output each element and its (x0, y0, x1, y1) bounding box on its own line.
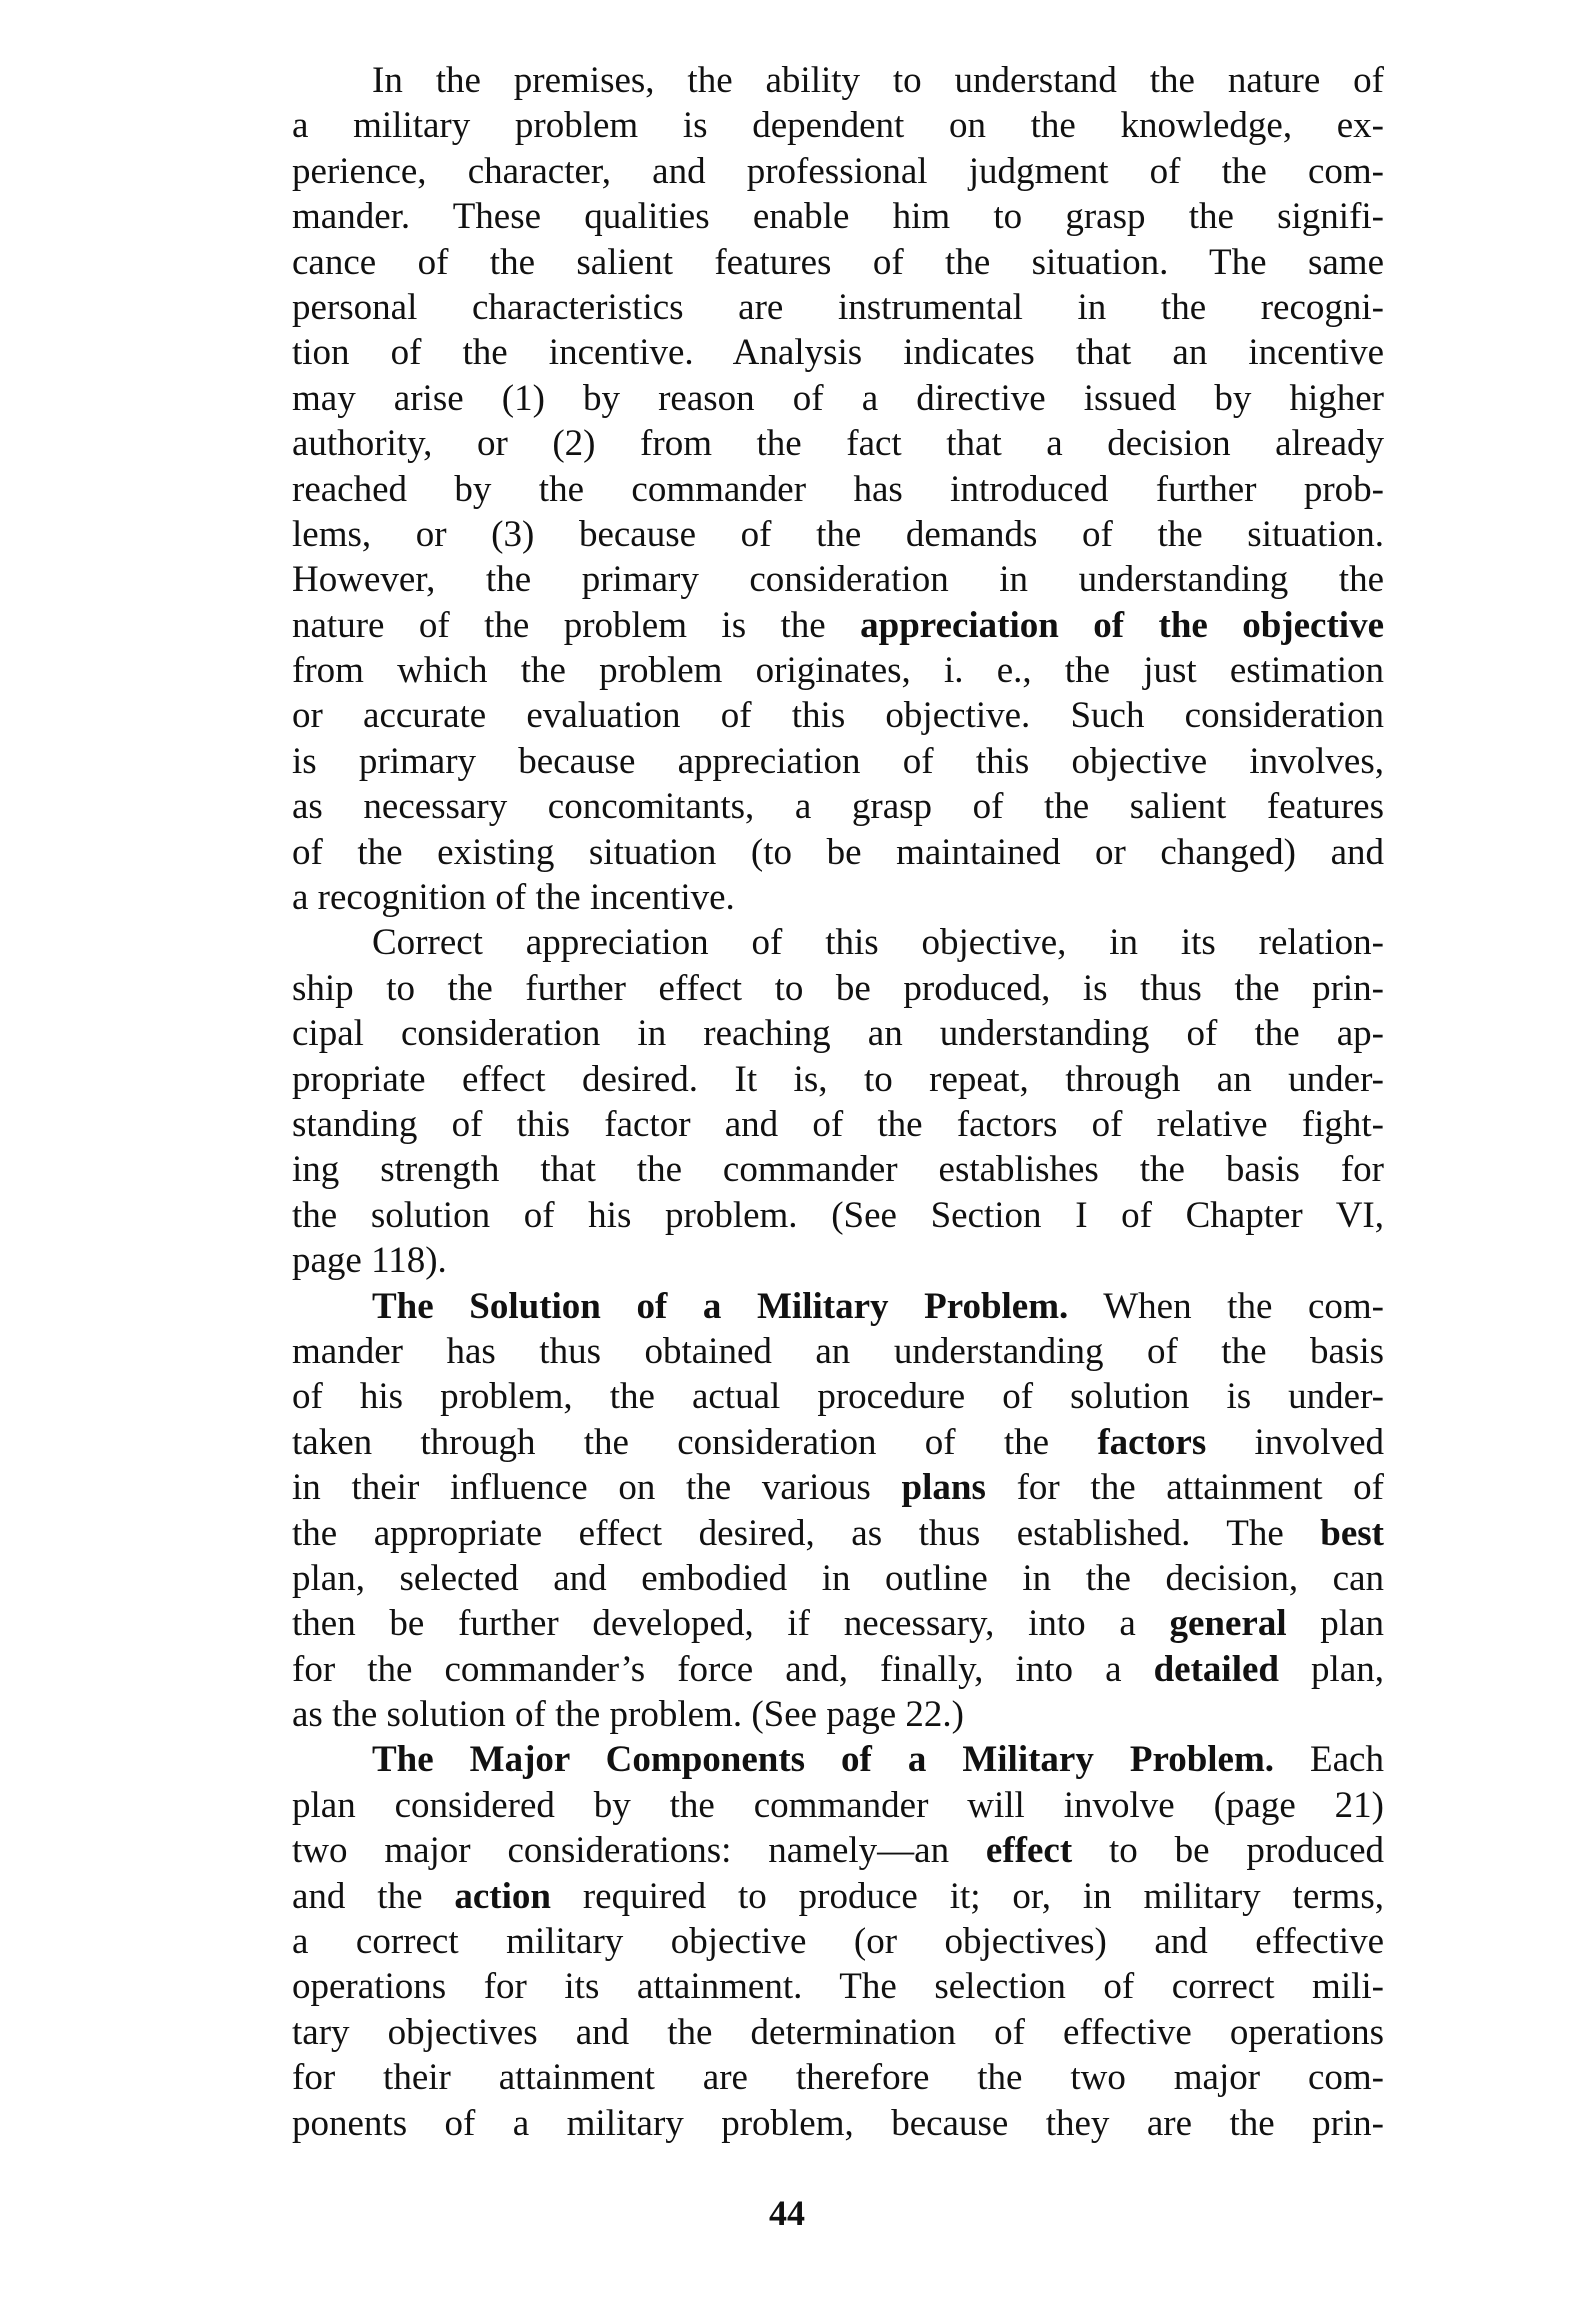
text-run: standing of this factor and of the factors of relative fight- (292, 1103, 1384, 1145)
text-run: plan (1286, 1603, 1384, 1645)
text-line (292, 240, 1384, 285)
text-run: from which the problem originates, i. e., the just estimation (292, 650, 1384, 692)
text-run: for the commander’s force and, finally, into a (292, 1648, 1154, 1690)
bold-phrase: factors (1097, 1421, 1207, 1463)
text-run: perience, character, and professional judgment of the com- (292, 150, 1384, 192)
text-run: the solution of his problem. (See Section I of Chapter VI, (292, 1194, 1384, 1236)
bold-phrase: best (1320, 1512, 1384, 1554)
text-run: tary objectives and the determination of effective operations (292, 2011, 1384, 2053)
text-run: Each (1274, 1739, 1384, 1781)
text-line (292, 467, 1384, 512)
bold-phrase: The Major Components of a Military Problem. (372, 1739, 1275, 1781)
bold-phrase: The Solution of a Military Problem. (372, 1285, 1069, 1327)
text-run: or accurate evaluation of this objective. Such consideration (292, 695, 1384, 737)
text-run: to be produced (1072, 1830, 1384, 1872)
text-run: as necessary concomitants, a grasp of the salient features (292, 786, 1384, 828)
text-run: authority, or (2) from the fact that a decision already (292, 423, 1384, 465)
text-line (292, 2101, 1384, 2146)
bold-phrase: action (454, 1875, 551, 1917)
text-line (292, 1919, 1384, 1964)
text-line (292, 603, 1384, 648)
text-line (292, 648, 1384, 693)
text-line (292, 58, 1384, 103)
bold-phrase: appreciation of the objective (860, 604, 1384, 646)
text-run: However, the primary consideration in understanding the (292, 559, 1384, 601)
bold-phrase: general (1169, 1603, 1287, 1645)
text-run: required to produce it; or, in military terms, (550, 1875, 1384, 1917)
text-line (292, 1102, 1384, 1147)
text-line (292, 1964, 1384, 2009)
text-line (292, 1193, 1384, 1238)
text-run: page 118). (292, 1240, 447, 1282)
text-line (292, 1692, 1384, 1737)
text-run: plan, (1278, 1648, 1384, 1690)
text-line (292, 512, 1384, 557)
body-text (292, 58, 1384, 2146)
text-run: nature of the problem is the (292, 604, 861, 646)
text-run: In the premises, the ability to understand the nature of (372, 60, 1384, 101)
text-line (292, 376, 1384, 421)
text-run: lems, or (3) because of the demands of the situation. (292, 513, 1384, 555)
text-run: a correct military objective (or objectives) and effective (292, 1921, 1384, 1963)
text-run: as the solution of the problem. (See page 22.) (292, 1694, 964, 1736)
text-line (292, 103, 1384, 148)
text-run: involved (1206, 1421, 1384, 1463)
text-run: reached by the commander has introduced further prob- (292, 468, 1384, 510)
text-run: plan, selected and embodied in outline in the decision, can (292, 1557, 1384, 1599)
text-run: Correct appreciation of this objective, in its relation- (372, 922, 1384, 964)
text-line (292, 1783, 1384, 1828)
text-line (292, 2055, 1384, 2100)
bold-phrase: detailed (1153, 1648, 1279, 1690)
text-run: and the (292, 1875, 455, 1917)
text-line (292, 920, 1384, 965)
text-line (292, 1147, 1384, 1192)
text-line (292, 1238, 1384, 1283)
text-line (292, 557, 1384, 602)
text-run: cipal consideration in reaching an understanding of the ap- (292, 1013, 1384, 1055)
text-run: for their attainment are therefore the two major com- (292, 2057, 1384, 2099)
text-line (292, 149, 1384, 194)
text-line (292, 1647, 1384, 1692)
text-run: taken through the consideration of the (292, 1421, 1098, 1463)
text-run: When the com- (1068, 1285, 1384, 1327)
text-line (292, 1465, 1384, 1510)
text-run: mander has thus obtained an understanding of the basis (292, 1330, 1384, 1372)
text-run: is primary because appreciation of this objective involves, (292, 740, 1384, 782)
text-run: propriate effect desired. It is, to repeat, through an under- (292, 1058, 1384, 1100)
bold-phrase: effect (985, 1830, 1073, 1872)
text-line (292, 693, 1384, 738)
text-line (292, 1374, 1384, 1419)
text-run: for the attainment of (985, 1467, 1384, 1509)
text-line (292, 1556, 1384, 1601)
text-line (292, 966, 1384, 1011)
text-run: cance of the salient features of the situation. The same (292, 241, 1384, 283)
text-run: the appropriate effect desired, as thus established. The (292, 1512, 1321, 1554)
text-line (292, 1874, 1384, 1919)
text-line (292, 2010, 1384, 2055)
text-run: a recognition of the incentive. (292, 877, 735, 919)
text-run: then be further developed, if necessary, into a (292, 1603, 1170, 1645)
text-run: of the existing situation (to be maintained or changed) and (292, 831, 1384, 873)
text-line (292, 194, 1384, 239)
text-line (292, 421, 1384, 466)
text-run: two major considerations: namely—an (292, 1830, 986, 1872)
text-line (292, 1057, 1384, 1102)
text-run: ponents of a military problem, because they are the prin- (292, 2102, 1384, 2144)
text-run: ing strength that the commander establishes the basis for (292, 1149, 1384, 1191)
text-line (292, 1329, 1384, 1374)
text-line (292, 330, 1384, 375)
bold-phrase: plans (901, 1467, 986, 1509)
text-run: of his problem, the actual procedure of solution is under- (292, 1376, 1384, 1418)
text-run: a military problem is dependent on the knowledge, ex- (292, 105, 1384, 147)
text-run: operations for its attainment. The selection of correct mili- (292, 1966, 1384, 2008)
text-run: mander. These qualities enable him to grasp the signifi- (292, 196, 1384, 238)
text-run: in their influence on the various (292, 1467, 902, 1509)
text-run: plan considered by the commander will involve (page 21) (292, 1784, 1384, 1826)
text-run: may arise (1) by reason of a directive issued by higher (292, 377, 1384, 419)
text-line (292, 1828, 1384, 1873)
text-line (292, 830, 1384, 875)
page-number: 44 (769, 2193, 805, 2233)
text-line (292, 1601, 1384, 1646)
text-line (292, 875, 1384, 920)
text-line (292, 285, 1384, 330)
text-line (292, 1284, 1384, 1329)
text-line (292, 739, 1384, 784)
text-line (292, 1737, 1384, 1782)
text-line (292, 1011, 1384, 1056)
text-run: tion of the incentive. Analysis indicates that an incentive (292, 332, 1384, 374)
text-line (292, 1511, 1384, 1556)
text-line (292, 784, 1384, 829)
text-run: personal characteristics are instrumental in the recogni- (292, 286, 1384, 328)
text-line (292, 1420, 1384, 1465)
text-run: ship to the further effect to be produced, is thus the prin- (292, 967, 1384, 1009)
